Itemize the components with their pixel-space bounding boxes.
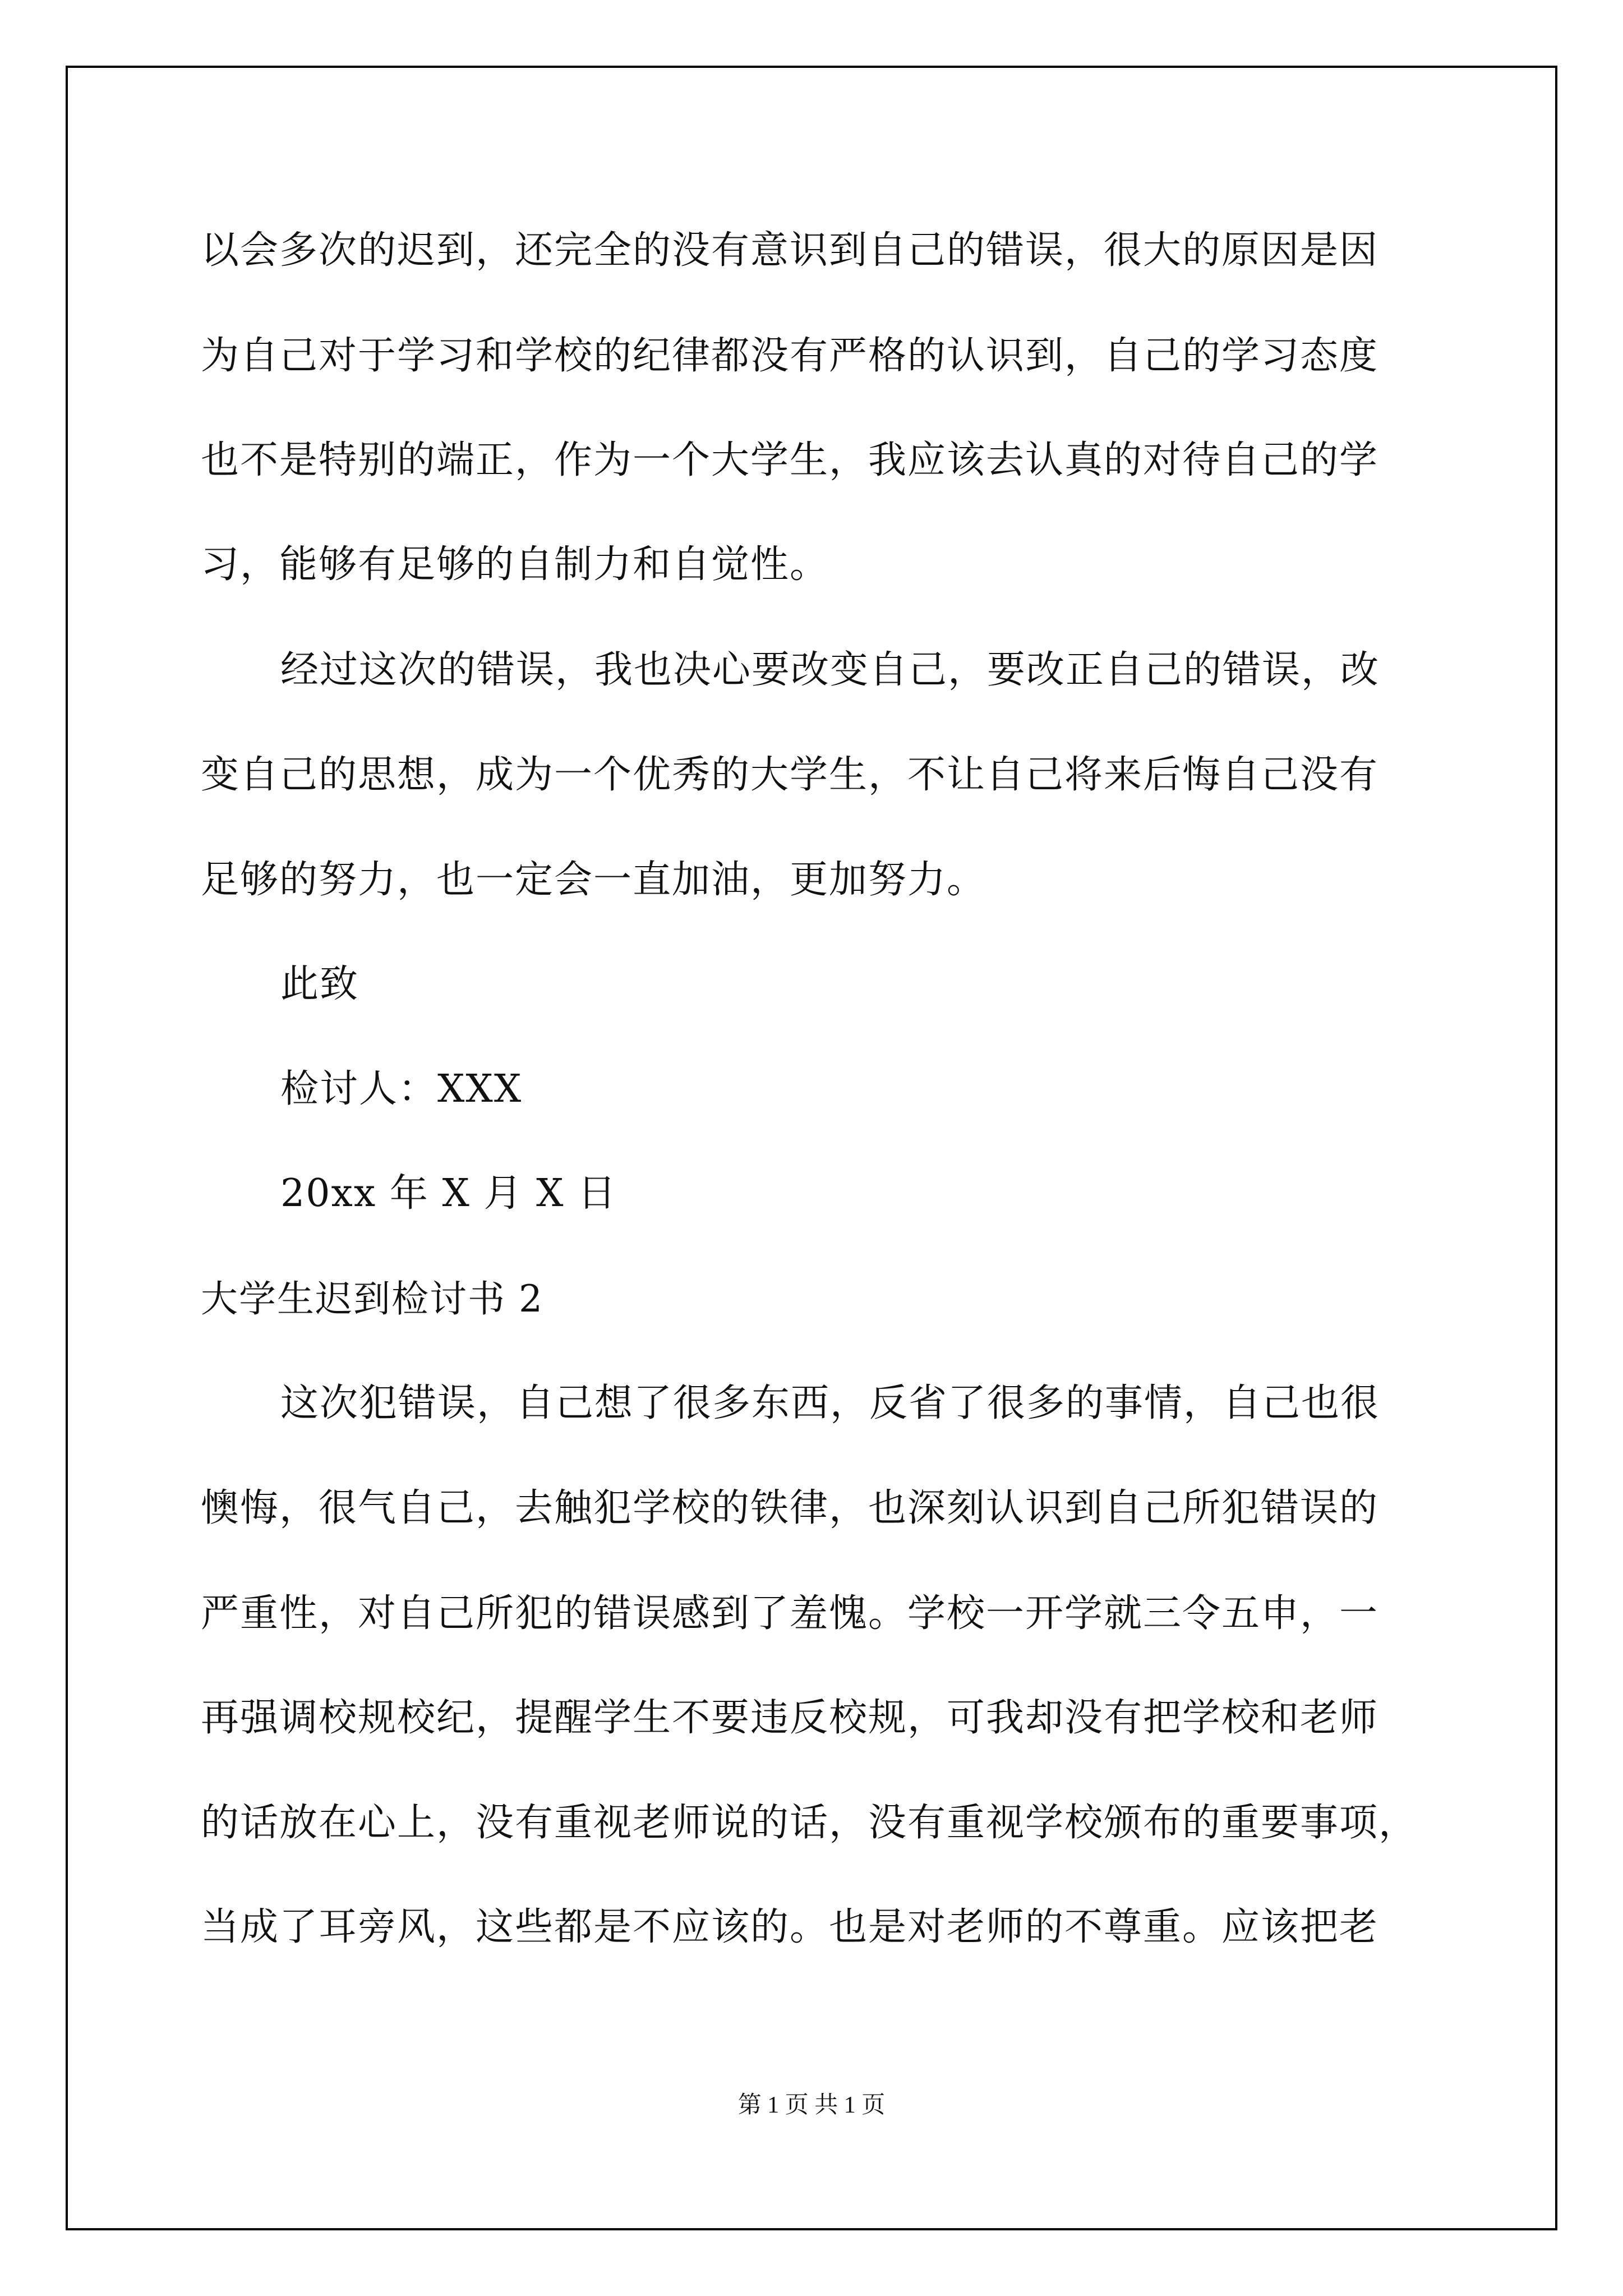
paragraph-line: 当成了耳旁风，这些都是不应该的。也是对老师的不尊重。应该把老: [201, 1905, 1379, 1949]
signer-line: 检讨人：XXX: [280, 1067, 523, 1111]
paragraph-line: 以会多次的迟到，还完全的没有意识到自己的错误，很大的原因是因: [201, 228, 1379, 273]
section-title: 大学生迟到检讨书 2: [201, 1277, 543, 1320]
paragraph-line: 严重性，对自己所犯的错误感到了羞愧。学校一开学就三令五申，一: [201, 1591, 1379, 1636]
closing-salutation: 此致: [280, 962, 359, 1006]
date-line: 20xx 年 X 月 X 日: [280, 1171, 617, 1216]
paragraph-line: 懊悔，很气自己，去触犯学校的铁律，也深刻认识到自己所犯错误的: [201, 1486, 1379, 1530]
paragraph-line: 这次犯错误，自己想了很多东西，反省了很多的事情，自己也很: [280, 1381, 1380, 1425]
paragraph-line: 变自己的思想，成为一个优秀的大学生，不让自己将来后悔自己没有: [201, 753, 1379, 797]
paragraph-line: 足够的努力，也一定会一直加油，更加努力。: [201, 858, 986, 902]
paragraph-line: 经过这次的错误，我也决心要改变自己，要改正自己的错误，改: [280, 648, 1380, 692]
page-footer: 第 1 页 共 1 页: [737, 2092, 886, 2118]
paragraph-line: 也不是特别的端正，作为一个大学生，我应该去认真的对待自己的学: [201, 438, 1379, 482]
paragraph-line: 再强调校规校纪，提醒学生不要违反校规，可我却没有把学校和老师: [201, 1696, 1379, 1740]
paragraph-line: 的话放在心上，没有重视老师说的话，没有重视学校颁布的重要事项，: [201, 1801, 1418, 1845]
paragraph-line: 习，能够有足够的自制力和自觉性。: [201, 542, 829, 587]
paragraph-line: 为自己对于学习和学校的纪律都没有严格的认识到，自己的学习态度: [201, 334, 1379, 378]
